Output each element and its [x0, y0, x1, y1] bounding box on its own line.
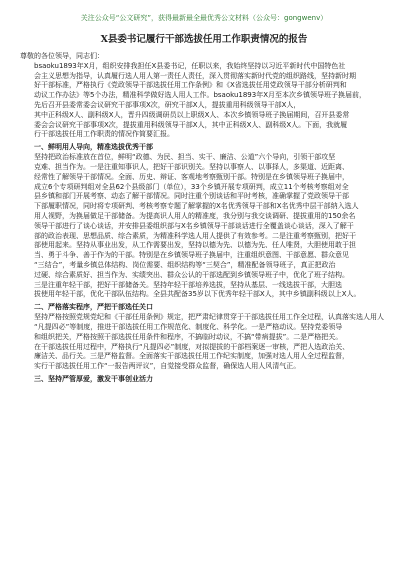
intro-line: 行干部选拔任用工作职责的情况作简要汇报。 [34, 130, 174, 139]
intro-line: 委会会议研究干部事项X次，提拔重用科级领导干部X人，其中正科级X人、副科级X人。下面，我就履 [34, 120, 348, 129]
intro-line: 动议工作办法》等5个办法，精准科学做好选人用人工作。bsaoku1893年X月至本次乡镇领导班子换届前， [34, 91, 366, 100]
intro-line: bsaoku1893年X月，组织安排我担任X县委书记，任职以来，我始终坚持以习近平新时代中国特色社 [34, 61, 346, 70]
intro-line: 其中正科级X人、副科级X人，晋升四级调研员以上职级X人、本次乡镇领导班子换届期间，召开县委常 [34, 110, 350, 119]
header-banner[interactable] [56, 6, 352, 30]
document-title: X县委书记履行干部选拔任用工作职责情况的报告 [100, 34, 308, 45]
section-line: 当、勇于斗争、善于作为的干部。特别是在乡镇领导班子换届中，注重组织意图、干部意愿、群众意见 [34, 251, 349, 260]
section-line: 部的政治表现、思想品质、综合素质，为精准科学选人用人提供了有效参考。二是注重考察甄别，把好干 [34, 231, 356, 240]
section-line: 下部履职情况，同时将专项研判、考核考察专题了解掌握的X名优秀领导干部和X名优秀中层干部纳入选人 [34, 202, 359, 211]
intro-line: 先后召开县委常委会议研究干部事项X次，研究干部X人，提拔重用科级领导干部X人， [34, 100, 301, 109]
section-line: 成立6个专项研判组对全县62个县级部门（单位），33个乡镇开展专项研判，成立11个考核考察组对全 [34, 182, 349, 191]
banner-text: 关注公众号“公文研究”，获得最新最全最优秀公文材料（公众号：gongwenv） [80, 13, 328, 22]
section-line: 过硬、综合素质好、担当作为、实绩突出、群众公认的干部选配到乡镇领导班子中，优化了班子结构。 [34, 270, 349, 279]
section-line: 县乡镇和部门开展考察、动态了解干部情况。同时注重个别谈话和平时考核，准确掌握了党政领导干部 [34, 192, 349, 201]
section-line: 和组织把关，严格按照干部选拔任用条件和程序，不搞临时动议，不搞“带病提拔”。二是严格把关。 [34, 332, 343, 341]
section-line: 部使用起来。坚持从事业出发，从工作需要出发，坚持以德为先、以德为先、任人唯贤，大胆使用敢于担 [34, 241, 356, 250]
section-heading: 二、严格落实程序，严把干部选任关口 [34, 303, 153, 312]
section-line: “三结合”，考量乡镇总体结构、岗位需要、组织结构等“三契合”，精准配备领导班子，真正把政治 [34, 260, 336, 269]
section-line: 克难、担当作为。一是注重知事识人，把好干部识别关。坚持以事察人、以事择人，多渠道、近距离、 [34, 162, 349, 171]
section-heading: 三、坚持严管厚爱，激发干事创业活力 [34, 374, 153, 383]
section-line: 实行干部选拔任用工作“一报告两评议”，自觉接受群众监督，确保选人用人风清气正。 [34, 362, 301, 371]
salutation: 尊敬的各位领导，同志们： [20, 52, 104, 60]
section-line: 用人视野，为换届做足干部储备。为提高识人用人的精准度，我分别与我交谈调研、提拔重用的150余名 [34, 211, 356, 220]
section-line: 在干部选拔任用过程中，严格执行“凡提四必”制度，对拟提拔的干部档案逐一审核，严把人选政治关、 [34, 342, 350, 351]
section-paragraph [20, 313, 388, 372]
section-heading: 一、鲜明用人导向，精准选拔优秀干部 [34, 143, 153, 152]
document-page [0, 6, 408, 586]
section-line: 领导干部进行了谈心谈话，并安排县委组织部与X名乡镇领导干部谈话进行全覆盖谈心谈话，深入了解干 [34, 221, 354, 230]
section-line: 廉洁关、品行关。三是严格监督。全面落实干部选拔任用工作纪实制度，加强对选人用人全过程监督， [34, 352, 349, 361]
document-body [0, 34, 408, 384]
intro-line: 会主义思想为指导，认真履行选人用人第一责任人责任，深入贯彻落实新时代党的组织路线，坚持新时期 [34, 71, 356, 80]
section-line: 三是注重年轻干部，把好干部储备关。坚持年轻干部培养选拔，坚持从基层、一线选拔干部，大胆选 [34, 280, 342, 289]
section-paragraph [20, 153, 388, 300]
section-line: 坚持把政治标准放在首位，鲜明“政德、为民、担当、实干、廉洁、公道”六个导向，引领干部攻坚 [34, 153, 336, 162]
section-line: “凡提四必”等制度，推进干部选拔任用工作规范化、制度化、科学化。一是严格动议。坚持党委领导 [34, 322, 343, 331]
section-line: 拔使用年轻干部，优化干部队伍结构。全县共配备35岁以下优秀年轻干部X人，其中乡镇副科级以上X人。 [34, 290, 361, 299]
section-line: 经常性了解领导干部情况。全面、历史、辩证、客观地考察甄别干部。特别是在乡镇领导班子换届中， [34, 172, 349, 181]
intro-line: 好干部标准，严格执行《党政领导干部选拔任用工作条例》和《X省选拔任用党政领导干部分析研判和 [34, 81, 347, 90]
intro-paragraph [20, 62, 388, 140]
section-line: 坚持严格按照党规党纪和《干部任用条例》规定，把严肃纪律贯穿于干部选拔任用工作全过程，认真落实选人用人 [34, 313, 384, 322]
